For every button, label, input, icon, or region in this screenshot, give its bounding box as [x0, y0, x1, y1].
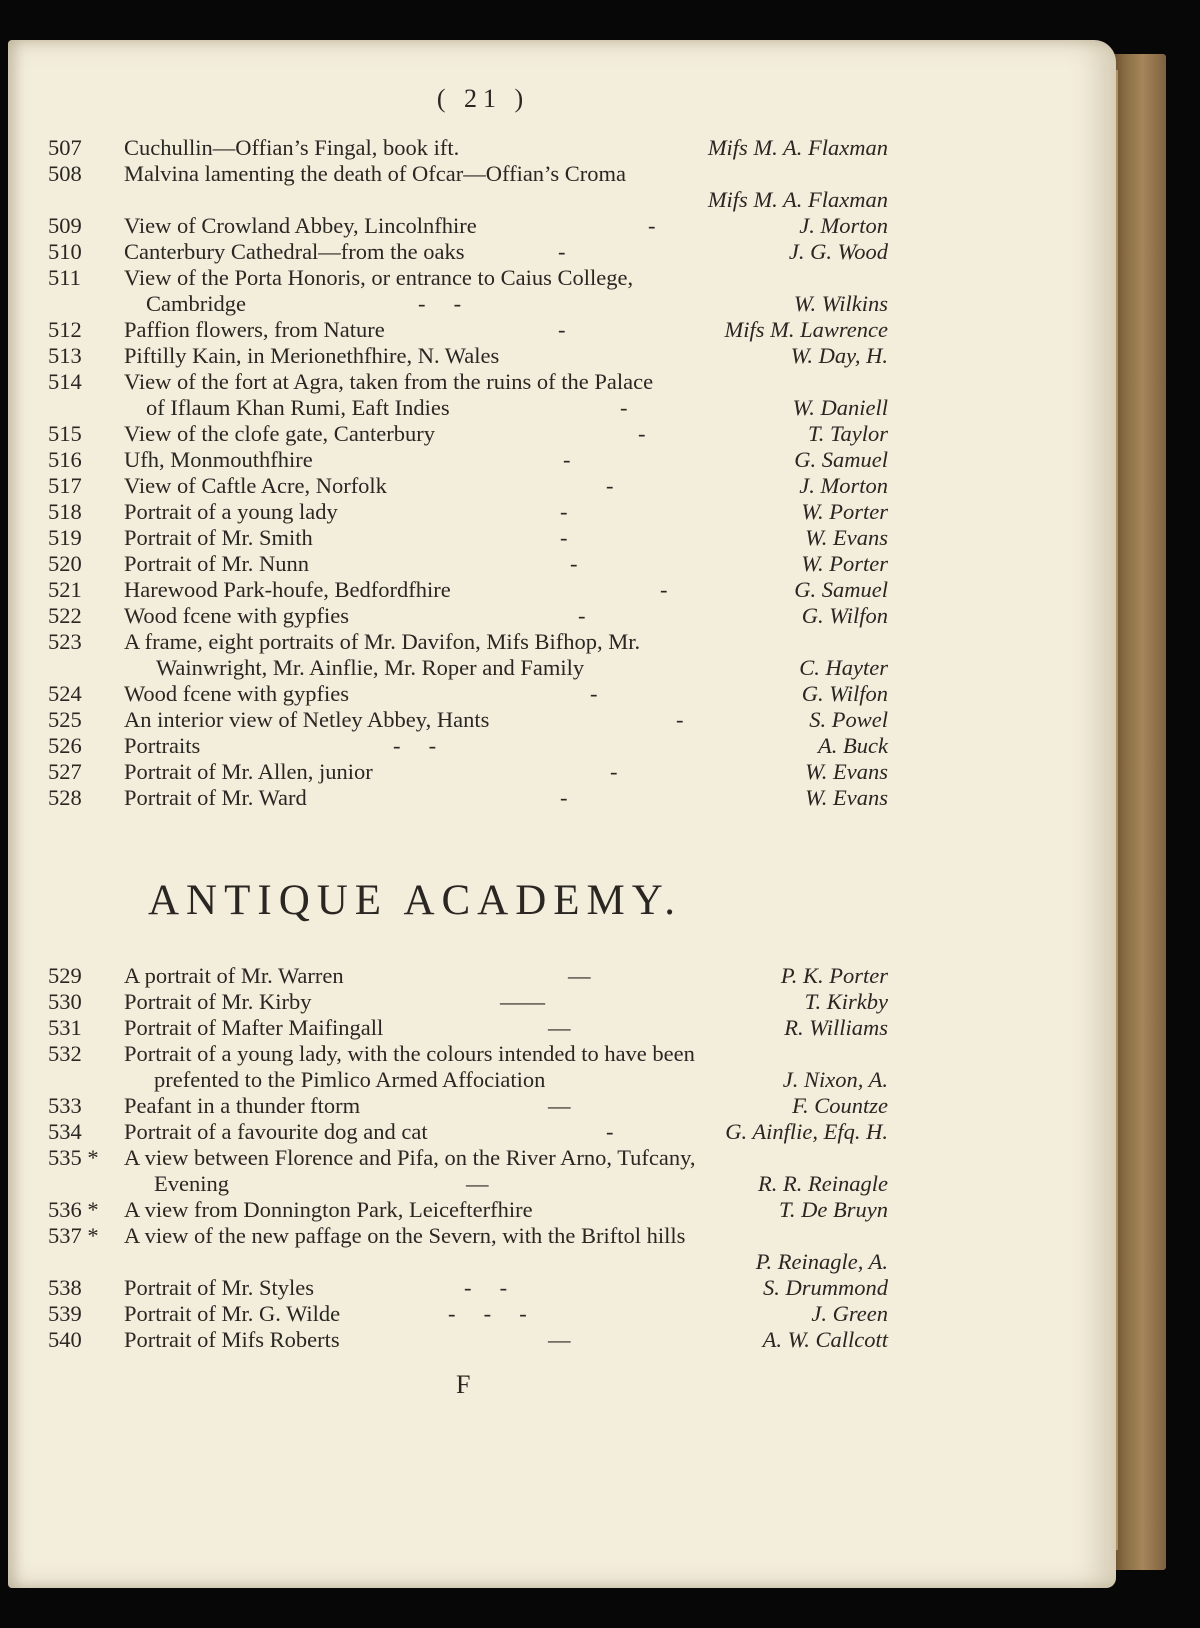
- entry-title: A portrait of Mr. Warren: [124, 963, 344, 988]
- entry-number: 527: [48, 759, 82, 784]
- entry-title: A view of the new paffage on the Severn, with the Briftol hills: [124, 1223, 686, 1248]
- entry-artist: J. Nixon, A.: [782, 1067, 888, 1092]
- entry-artist: G. Ainflie, Efq. H.: [725, 1119, 888, 1144]
- entry-row: [8, 264, 1108, 292]
- entry-row: [8, 472, 1108, 500]
- entry-number: 528: [48, 785, 82, 810]
- entry-number: 538: [48, 1275, 82, 1300]
- entry-dash: -: [560, 785, 568, 810]
- entry-number: 537 *: [48, 1223, 99, 1248]
- entry-row: [8, 628, 1108, 656]
- entry-artist: W. Evans: [805, 759, 888, 784]
- entry-title: Paffion flowers, from Nature: [124, 317, 385, 342]
- entry-dash: -: [620, 395, 628, 420]
- entry-row: [8, 1222, 1108, 1250]
- entry-artist: Mifs M. A. Flaxman: [707, 135, 888, 160]
- entry-artist: J. Morton: [799, 213, 888, 238]
- entry-dash: —: [548, 1327, 571, 1352]
- section-heading: ANTIQUE ACADEMY.: [148, 877, 683, 924]
- entry-dash: -: [560, 525, 568, 550]
- entry-dash: -: [563, 447, 571, 472]
- entry-title: View of the Porta Honoris, or entrance to Caius College,: [124, 265, 634, 290]
- entry-artist: Mifs M. A. Flaxman: [707, 187, 888, 212]
- entry-title: Portrait of Mifs Roberts: [124, 1327, 340, 1352]
- entry-title: Wood fcene with gypfies: [124, 603, 349, 628]
- entry-artist: J. G. Wood: [788, 239, 888, 264]
- entry-artist: A. W. Callcott: [762, 1327, 888, 1352]
- entry-title: A view from Donnington Park, Leicefterfhire: [124, 1197, 533, 1222]
- entry-title: Portrait of Mr. Smith: [124, 525, 313, 550]
- entry-dash: -: [660, 577, 668, 602]
- entry-dash: - -: [418, 291, 462, 316]
- entry-artist: W. Day, H.: [790, 343, 888, 368]
- entry-number: 540: [48, 1327, 82, 1352]
- entry-title: View of Crowland Abbey, Lincolnfhire: [124, 213, 477, 238]
- entry-number: 507: [48, 135, 82, 160]
- entry-dash: - -: [393, 733, 437, 758]
- entry-number: 536 *: [48, 1197, 99, 1222]
- entry-number: 539: [48, 1301, 82, 1326]
- entry-artist: Mifs M. Lawrence: [724, 317, 888, 342]
- signature-mark: F: [456, 1370, 471, 1399]
- entry-title: Peafant in a thunder ftorm: [124, 1093, 361, 1118]
- entry-number: 522: [48, 603, 82, 628]
- entry-number: 515: [48, 421, 82, 446]
- entry-row: [8, 290, 1108, 318]
- entry-row: [8, 524, 1108, 552]
- entry-row: [8, 394, 1108, 422]
- entry-title: View of Caftle Acre, Norfolk: [124, 473, 387, 498]
- entry-artist: P. K. Porter: [780, 963, 888, 988]
- entry-number: 516: [48, 447, 82, 472]
- entry-dash: —: [548, 1015, 571, 1040]
- entry-artist: G. Samuel: [794, 577, 888, 602]
- page-number: ( 21 ): [436, 84, 530, 113]
- entry-row: [8, 134, 1108, 162]
- entry-dash: —: [548, 1093, 571, 1118]
- entry-title: Piftilly Kain, in Merionethfhire, N. Wales: [124, 343, 500, 368]
- entry-artist: T. Kirkby: [804, 989, 888, 1014]
- entry-row: [8, 1300, 1108, 1328]
- entry-title: View of the clofe gate, Canterbury: [124, 421, 436, 446]
- entry-row: [8, 160, 1108, 188]
- entry-row: [8, 1326, 1108, 1354]
- entry-row: [8, 758, 1108, 786]
- entry-number: 509: [48, 213, 82, 238]
- entry-number: 512: [48, 317, 82, 342]
- entry-title: Malvina lamenting the death of Ofcar—Offian’s Croma: [124, 161, 626, 186]
- entry-artist: W. Wilkins: [793, 291, 888, 316]
- entry-dash: ——: [500, 989, 545, 1014]
- entry-number: 511: [48, 265, 81, 290]
- entry-artist: T. Taylor: [807, 421, 888, 446]
- entry-row: [8, 962, 1108, 990]
- entry-number: 514: [48, 369, 82, 394]
- entry-title: Portrait of a favourite dog and cat: [124, 1119, 428, 1144]
- entry-dash: - - -: [448, 1301, 527, 1326]
- entry-title: Canterbury Cathedral—from the oaks: [124, 239, 465, 264]
- entry-artist: R. Williams: [784, 1015, 888, 1040]
- entry-number: 524: [48, 681, 82, 706]
- entry-title: Wainwright, Mr. Ainflie, Mr. Roper and Family: [156, 655, 585, 680]
- entry-artist: S. Powel: [809, 707, 888, 732]
- entry-title: Portrait of Mr. Ward: [124, 785, 307, 810]
- entry-number: 534: [48, 1119, 82, 1144]
- entry-dash: -: [648, 213, 656, 238]
- entry-row: [8, 602, 1108, 630]
- entry-number: 523: [48, 629, 82, 654]
- entry-number: 532: [48, 1041, 82, 1066]
- entry-number: 518: [48, 499, 82, 524]
- entry-row: [8, 1066, 1108, 1094]
- entry-row: [8, 1196, 1108, 1224]
- entry-row: [8, 576, 1108, 604]
- entry-row: [8, 1092, 1108, 1120]
- entry-number: 529: [48, 963, 82, 988]
- entry-title: View of the fort at Agra, taken from the ruins of the Palace: [124, 369, 654, 394]
- entry-title: Portrait of a young lady, with the colours intended to have been: [124, 1041, 695, 1066]
- entry-artist: P. Reinagle, A.: [755, 1249, 888, 1274]
- entry-row: [8, 550, 1108, 578]
- entry-artist: W. Porter: [801, 551, 888, 576]
- entry-row: [8, 316, 1108, 344]
- entry-artist: W. Porter: [801, 499, 888, 524]
- entry-title: An interior view of Netley Abbey, Hants: [124, 707, 490, 732]
- entry-number: 520: [48, 551, 82, 576]
- entry-title: A view between Florence and Pifa, on the River Arno, Tufcany,: [124, 1145, 696, 1170]
- entry-artist: J. Green: [811, 1301, 888, 1326]
- entry-title: Portrait of Mr. Nunn: [124, 551, 309, 576]
- entry-number: 530: [48, 989, 82, 1014]
- entry-dash: -: [570, 551, 578, 576]
- entry-artist: W. Evans: [805, 785, 888, 810]
- entry-number: 525: [48, 707, 82, 732]
- entry-artist: T. De Bruyn: [779, 1197, 888, 1222]
- entry-number: 533: [48, 1093, 82, 1118]
- entry-dash: -: [560, 499, 568, 524]
- entry-artist: W. Daniell: [792, 395, 888, 420]
- entry-number: 535 *: [48, 1145, 99, 1170]
- entry-row: [8, 1118, 1108, 1146]
- entry-artist: G. Samuel: [794, 447, 888, 472]
- entry-number: 521: [48, 577, 82, 602]
- entry-dash: -: [558, 317, 566, 342]
- entry-artist: G. Wilfon: [801, 681, 888, 706]
- entry-title: Cuchullin—Offian’s Fingal, book ift.: [124, 135, 460, 160]
- entry-dash: -: [558, 239, 566, 264]
- entry-title: A frame, eight portraits of Mr. Davifon, Mifs Bifhop, Mr.: [124, 629, 641, 654]
- entry-row: [8, 1040, 1108, 1068]
- entry-dash: -: [676, 707, 684, 732]
- entry-title: Portrait of Mr. G. Wilde: [124, 1301, 341, 1326]
- entry-number: 510: [48, 239, 82, 264]
- entry-row: [8, 498, 1108, 526]
- entry-artist: J. Morton: [799, 473, 888, 498]
- entry-row: [8, 988, 1108, 1016]
- entry-row: [8, 680, 1108, 708]
- entry-dash: —: [466, 1171, 489, 1196]
- entry-title: Evening: [154, 1171, 229, 1196]
- entry-row: [8, 1014, 1108, 1042]
- entry-row: [8, 446, 1108, 474]
- entry-title: Harewood Park-houfe, Bedfordfhire: [124, 577, 451, 602]
- entry-row: [8, 1274, 1108, 1302]
- entry-title: Portrait of Mr. Allen, junior: [124, 759, 373, 784]
- entry-title: Cambridge: [146, 291, 246, 316]
- entry-title: Portrait of a young lady: [124, 499, 338, 524]
- entry-row: [8, 654, 1108, 682]
- entry-artist: W. Evans: [805, 525, 888, 550]
- entry-row: [8, 706, 1108, 734]
- catalogue-page: [8, 40, 1116, 1588]
- entry-title: Portrait of Mr. Kirby: [124, 989, 312, 1014]
- entry-row: [8, 732, 1108, 760]
- entry-title: Ufh, Monmouthfhire: [124, 447, 313, 472]
- entry-number: 513: [48, 343, 82, 368]
- entry-number: 517: [48, 473, 82, 498]
- entry-artist: G. Wilfon: [801, 603, 888, 628]
- entry-title: Portraits: [124, 733, 201, 758]
- entry-artist: A. Buck: [818, 733, 888, 758]
- entry-artist: R. R. Reinagle: [758, 1171, 888, 1196]
- entry-row: [8, 1144, 1108, 1172]
- entry-dash: -: [606, 1119, 614, 1144]
- entry-dash: -: [606, 473, 614, 498]
- entry-title: Portrait of Mr. Styles: [124, 1275, 314, 1300]
- entry-row: [8, 212, 1108, 240]
- entry-dash: -: [610, 759, 618, 784]
- entry-title: prefented to the Pimlico Armed Affociation: [154, 1067, 546, 1092]
- entry-number: 508: [48, 161, 82, 186]
- entry-row: [8, 1248, 1108, 1276]
- entry-row: [8, 368, 1108, 396]
- entry-dash: -: [638, 421, 646, 446]
- entry-row: [8, 420, 1108, 448]
- entry-dash: -: [578, 603, 586, 628]
- entry-number: 531: [48, 1015, 82, 1040]
- entry-number: 526: [48, 733, 82, 758]
- entry-row: [8, 342, 1108, 370]
- entry-row: [8, 238, 1108, 266]
- entry-title: of Iflaum Khan Rumi, Eaft Indies: [146, 395, 450, 420]
- entry-dash: -: [590, 681, 598, 706]
- entry-title: Portrait of Mafter Maifingall: [124, 1015, 384, 1040]
- entry-number: 519: [48, 525, 82, 550]
- entry-row: [8, 1170, 1108, 1198]
- entry-artist: C. Hayter: [799, 655, 888, 680]
- entry-row: [8, 784, 1108, 812]
- entry-artist: F. Countze: [792, 1093, 888, 1118]
- entry-title: Wood fcene with gypfies: [124, 681, 349, 706]
- entry-artist: S. Drummond: [762, 1275, 888, 1300]
- entry-dash: —: [568, 963, 591, 988]
- entry-row: [8, 186, 1108, 214]
- entry-dash: - -: [464, 1275, 508, 1300]
